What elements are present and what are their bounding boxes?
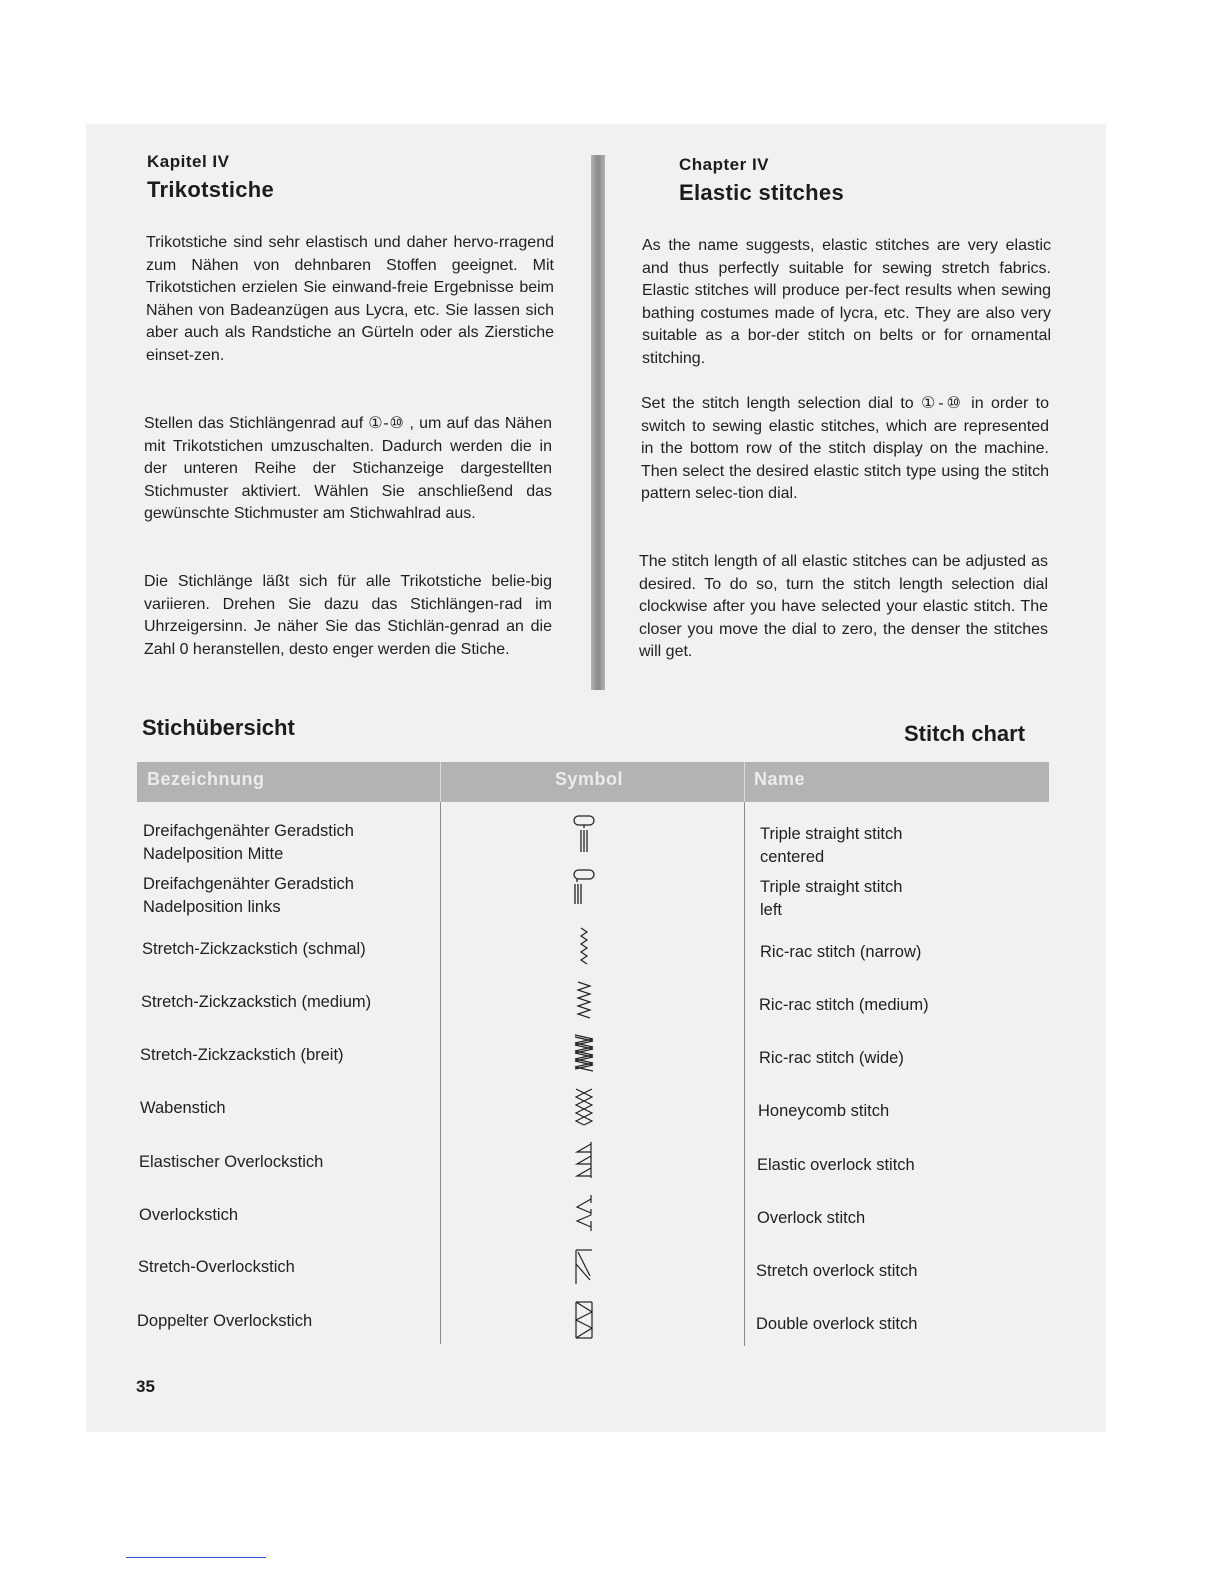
paragraph-de-3: Die Stichlänge läßt sich für alle Trikotstiche belie-big variieren. Drehen Sie dazu das Stichlängen-rad im Uhrzeigersinn. Je näher Sie das Stichlän-genrad an die Zahl 0 heranstellen, desto enger werden die Stiche. (144, 573, 552, 658)
chapter-label-de: Kapitel IV (147, 152, 230, 171)
page-number: 35 (136, 1377, 155, 1396)
elastic-overlock-icon (560, 1140, 608, 1180)
table-row-en: Elastic overlock stitch (757, 1156, 915, 1174)
table-row-en: Double overlock stitch (756, 1315, 918, 1333)
section-title-de: Stichübersicht (142, 715, 295, 740)
column-divider (591, 155, 605, 690)
table-row-en: Honeycomb stitch (758, 1102, 890, 1120)
table-row-en: Ric-rac stitch (medium) (759, 996, 929, 1014)
ric-rac-wide-icon (560, 1033, 608, 1073)
footnote-separator (126, 1557, 266, 1558)
paragraph-en-2: Set the stitch length selection dial to ①-⑩ in order to switch to sewing elastic stitches, which are represented in the bottom row of the stitch display on the machine. Then select the desired elastic stitch type using the stitch pattern selec-tion dial. (641, 395, 1049, 503)
paragraph-en-3: The stitch length of all elastic stitches can be adjusted as desired. To do so, turn the stitch length selection dial clockwise after you have selected your elastic stitch. The closer you move the dial to zero, the denser the stitches will get. (639, 553, 1048, 661)
table-row-de: Stretch-Zickzackstich (schmal) (142, 940, 366, 958)
paragraph-de-1: Trikotstiche sind sehr elastisch und daher hervo-rragend zum Nähen von dehnbaren Stoffen geeignet. Mit Trikotstichen erzielen Sie einwand-freie Ergebnisse beim Nähen von Badeanzügen aus Lycra, etc. Sie lassen sich aber auch als Randstiche an Gürteln oder als Zierstiche einset-zen. (146, 234, 554, 364)
table-row-en: Ric-rac stitch (narrow) (760, 943, 922, 961)
ric-rac-medium-icon (560, 980, 608, 1020)
table-row-de: Stretch-Overlockstich (138, 1258, 295, 1276)
table-column-line-left (440, 802, 441, 1344)
table-row-en: Triple straight stitch centered (760, 825, 903, 866)
table-row-de: Stretch-Zickzackstich (medium) (141, 993, 372, 1011)
header-symbol: Symbol (555, 769, 624, 789)
table-row-de: Overlockstich (139, 1206, 239, 1224)
overlock-icon (560, 1193, 608, 1233)
table-row-de: Wabenstich (140, 1099, 226, 1117)
table-row-de: Elastischer Overlockstich (139, 1153, 324, 1171)
header-bezeichnung: Bezeichnung (147, 769, 265, 789)
table-row-en: Stretch overlock stitch (756, 1262, 918, 1280)
table-row-de: Dreifachgenähter Geradstich Nadelposition links (143, 875, 354, 916)
stretch-overlock-icon (560, 1246, 608, 1286)
chapter-label-en: Chapter IV (679, 155, 770, 174)
double-overlock-icon (560, 1300, 608, 1340)
chapter-title-en: Elastic stitches (679, 180, 844, 205)
honeycomb-icon (560, 1087, 608, 1127)
table-row-en: Triple straight stitch left (760, 878, 903, 919)
table-row-de: Doppelter Overlockstich (137, 1312, 313, 1330)
table-column-line-right (744, 802, 745, 1346)
triple-straight-left-icon (560, 866, 608, 906)
triple-straight-centered-icon (560, 814, 608, 854)
table-row-en: Ric-rac stitch (wide) (759, 1049, 904, 1067)
chapter-title-de: Trikotstiche (147, 177, 275, 202)
section-title-en: Stitch chart (904, 721, 1026, 746)
paragraph-de-2: Stellen das Stichlängenrad auf ①-⑩ , um auf das Nähen mit Trikotstichen umzuschalten. Dadurch werden die in der unteren Reihe der Stichanzeige dargestellten Stichmuster aktiviert. Wählen Sie anschließend das gewünschte Stichmuster am Stichwahlrad aus. (144, 415, 552, 523)
paragraph-en-1: As the name suggests, elastic stitches are very elastic and thus perfectly suitable for sewing stretch fabrics. Elastic stitches will produce per-fect results when sewing bathing costumes made of lycra, etc. They are also very suitable as a bor-der stitch on belts or for ornamental stitching. (642, 237, 1051, 367)
header-name: Name (754, 769, 806, 789)
table-row-en: Overlock stitch (757, 1209, 866, 1227)
table-row-de: Stretch-Zickzackstich (breit) (140, 1046, 344, 1064)
table-header (137, 762, 1049, 802)
ric-rac-narrow-icon (560, 926, 608, 966)
table-row-de: Dreifachgenähter Geradstich Nadelposition Mitte (143, 822, 354, 863)
